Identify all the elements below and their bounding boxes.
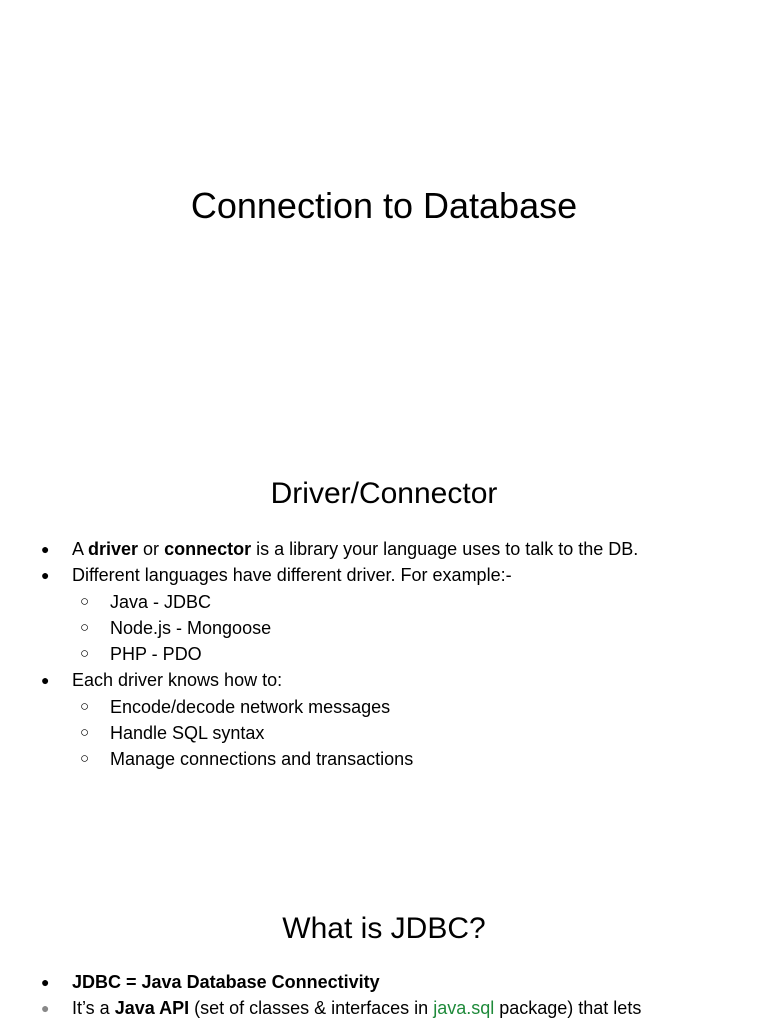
- sub-list-item: [0, 641, 768, 667]
- text: Node.js - Mongoose: [110, 617, 272, 638]
- sub-bullet-marker: ○: [80, 697, 90, 715]
- sub-bullet-marker: ○: [80, 750, 90, 768]
- sub-bullet-marker: ○: [80, 724, 90, 742]
- sub-list-item: [0, 694, 768, 720]
- package-name: java.sql: [433, 998, 495, 1019]
- slide-title: What is JDBC?: [282, 912, 486, 945]
- bullet-marker: ●: [41, 541, 50, 557]
- text: PHP - PDO: [110, 644, 202, 665]
- sub-list-item: [0, 746, 768, 772]
- text: Java - JDBC: [110, 591, 212, 612]
- bullet-marker: ●: [41, 567, 50, 584]
- list-item: [0, 536, 768, 562]
- term-driver: driver: [88, 539, 139, 559]
- text: Encode/decode network messages: [110, 696, 391, 717]
- slide-what-is-jdbc: [0, 870, 768, 1024]
- text: Different languages have different driver. For example:-: [72, 565, 512, 586]
- sub-list-item: [0, 720, 768, 746]
- text: A: [72, 539, 89, 559]
- list-item: [0, 969, 768, 995]
- text: It’s a: [72, 998, 115, 1019]
- sub-bullet-marker: ○: [80, 592, 90, 610]
- sub-list-item: [0, 615, 768, 641]
- text: or: [138, 539, 165, 559]
- text: package) that lets: [494, 998, 642, 1019]
- slide-title: Connection to Database: [190, 185, 578, 226]
- sub-bullet-marker: ○: [80, 645, 90, 663]
- slide-connection-to-database: [0, 0, 768, 420]
- list-item: [0, 562, 768, 588]
- text: Manage connections and transactions: [110, 749, 414, 770]
- bullet-marker: ●: [41, 974, 50, 990]
- text: JDBC = Java Database Connectivity: [72, 972, 380, 992]
- term-java-api: Java API: [114, 998, 190, 1019]
- bullet-list: [0, 969, 768, 1022]
- bullet-marker: ●: [41, 672, 50, 689]
- bullet-list: [0, 536, 768, 773]
- slide-title: Driver/Connector: [270, 477, 498, 510]
- term-connector: connector: [164, 539, 252, 559]
- text: (set of classes & interfaces in: [189, 998, 434, 1019]
- text: Handle SQL syntax: [110, 723, 265, 744]
- list-item: [0, 995, 768, 1021]
- text: is a library your language uses to talk to the DB.: [251, 539, 639, 559]
- list-item: [0, 667, 768, 693]
- bullet-marker: ●: [41, 1000, 50, 1017]
- sub-list-item: [0, 589, 768, 615]
- text: Each driver knows how to:: [72, 670, 283, 691]
- slide-driver-connector: [0, 440, 768, 840]
- sub-bullet-marker: ○: [80, 618, 90, 636]
